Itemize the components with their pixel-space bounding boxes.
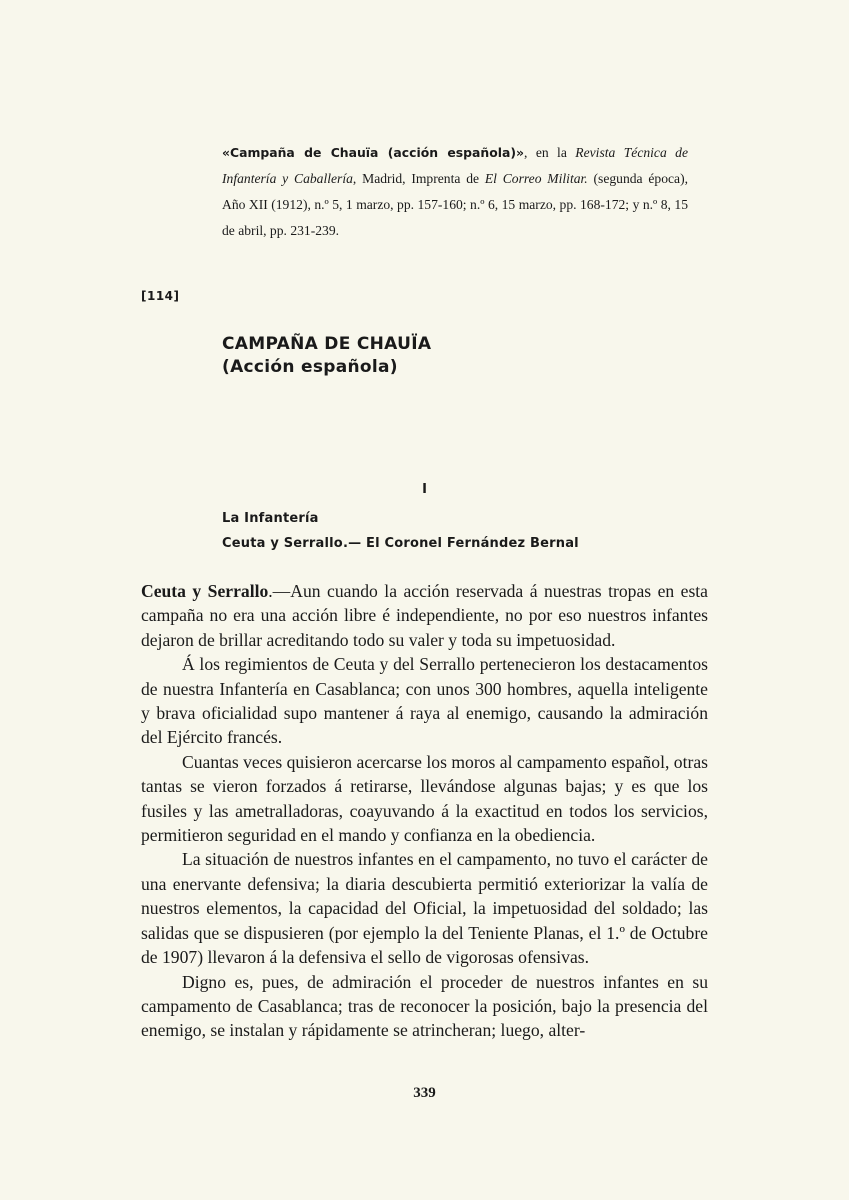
source-note-text: (segunda época), Año XII (1912), n.º 5, 1 marzo, pp. 157-160; n.º 6, 15 marzo, pp. 168-172; y n.º 8, 15 de abril, pp. 231-239. [222,171,688,238]
title-line-2: (Acción española) [222,357,398,377]
paragraph [141,579,708,652]
body-text [141,579,708,1043]
section-heading-1: La Infantería [222,511,319,526]
section-number: I [422,482,427,497]
source-note-text: , Madrid, Imprenta de [352,171,485,186]
journal-name: Revista Técnica de Infantería y Caballería [222,145,688,186]
paragraph: Cuantas veces quisieron acercarse los moros al campamento español, otras tantas se vieron forzados á retirarse, llevándose algunas bajas; y es que los fusiles y las ametralladoras, coayuvando á la exactitud en todos los servicios, permitieron seguridad en el mando y confianza en la obediencia. [141,751,708,846]
page-number: 339 [413,1085,436,1101]
page-title [222,333,431,379]
paragraph-lead: Ceuta y Serrallo [141,581,269,601]
source-note-text: , en la [524,145,576,160]
title-line-1: CAMPAÑA DE CHAUÏA [222,334,432,354]
section-headings [222,506,579,556]
source-note [222,140,688,244]
publisher-name: El Correo Militar. [484,171,588,186]
source-note-title: «Campaña de Chauïa (acción española)» [222,145,524,160]
paragraph-text: .—Aun cuando la acción reservada á nuestras tropas en esta campaña no era una acción libre é independiente, no por eso nuestros infantes dejaron de brillar acreditando todo su valer y toda su impetuosidad. [141,581,708,650]
paragraph: La situación de nuestros infantes en el campamento, no tuvo el carácter de una enervante defensiva; la diaria descubierta permitió exteriorizar la valía de nuestros elementos, la capacidad del Oficial, la impetuosidad del soldado; las salidas que se dispusieren (por ejemplo la del Teniente Planas, el 1.º de Octubre de 1907) llevaron á la defensiva el sello de vigorosas ofensivas. [141,849,708,968]
section-heading-2: Ceuta y Serrallo.— El Coronel Fernández Bernal [222,536,579,551]
document-number: [114] [141,289,180,303]
paragraph: Á los regimientos de Ceuta y del Serrallo pertenecieron los destacamentos de nuestra Infantería en Casablanca; con unos 300 hombres, aquella inteligente y brava oficialidad supo mantener á raya al enemigo, causando la admiración del Ejército francés. [141,654,708,748]
paragraph: Digno es, pues, de admiración el proceder de nuestros infantes en su campamento de Casablanca; tras de reconocer la posición, bajo la presencia del enemigo, se instalan y rápidamente se atrincheran; luego, alter- [141,971,708,1041]
